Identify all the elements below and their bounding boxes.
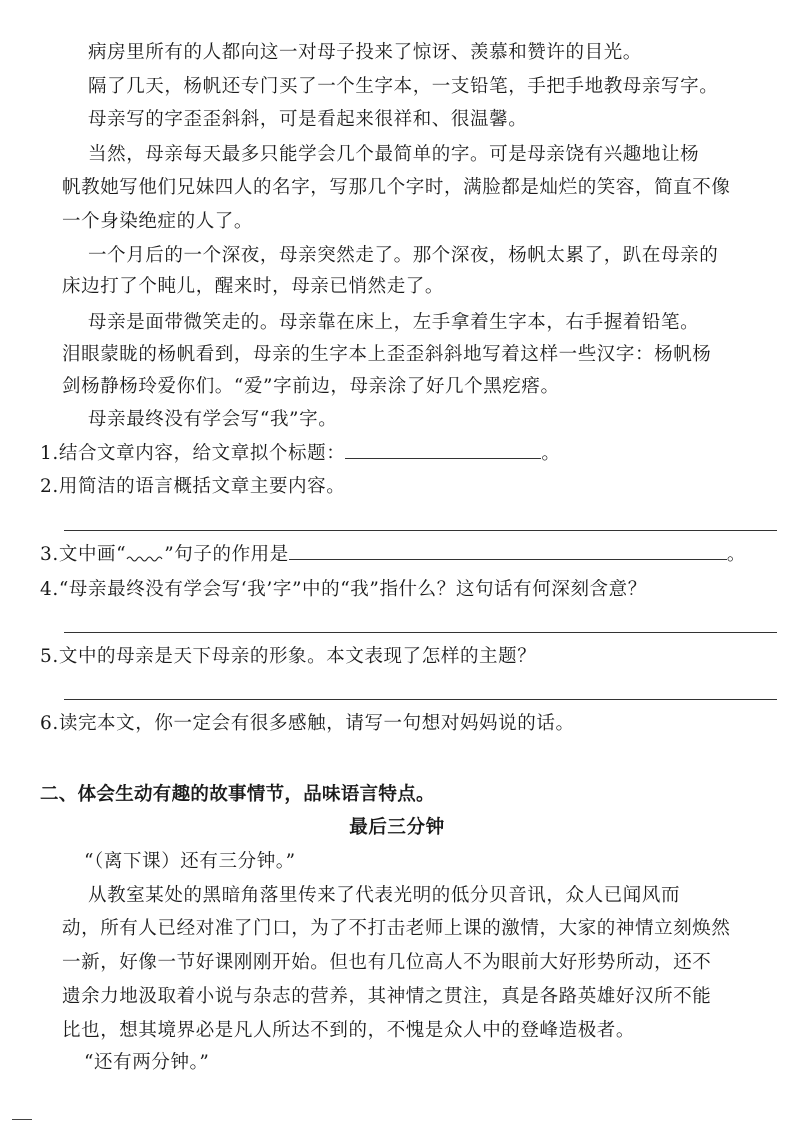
- title-answer-blank[interactable]: [345, 438, 541, 459]
- question-6: 6.读完本文，你一定会有很多感触，请写一句想对妈妈说的话。: [40, 713, 575, 734]
- question-3: [0, 538, 794, 572]
- question-5: 5.文中的母亲是天下母亲的形象。本文表现了怎样的主题？: [40, 646, 537, 667]
- function-answer-blank[interactable]: [289, 539, 727, 560]
- question-1-end: 。: [541, 443, 561, 464]
- story-line: 泪眼蒙眬的杨帆看到，母亲的生字本上歪歪斜斜地写着这样一些汉字：杨帆杨: [62, 344, 712, 365]
- question-2: 2.用简洁的语言概括文章主要内容。: [40, 476, 346, 497]
- story-line: 床边打了个盹儿，醒来时，母亲已悄然走了。: [62, 276, 445, 297]
- story-line: 帆教她写他们兄妹四人的名字，写那几个字时，满脸都是灿烂的笑容，简直不像: [62, 177, 731, 198]
- wavy-underline-icon: [126, 550, 164, 564]
- question-3-text-b: ”句子的作用是: [164, 544, 289, 565]
- question-4: 4.“母亲最终没有学会写‘我’字”中的“我”指什么？这句话有何深刻含意？: [40, 579, 647, 600]
- story-line: 一新，好像一节好课刚刚开始。但也有几位高人不为眼前大好形势所动，还不: [62, 952, 712, 973]
- story-line: 一个身染绝症的人了。: [62, 211, 254, 232]
- question-1-text: 1.结合文章内容，给文章拟个标题：: [40, 443, 346, 464]
- story-line: 母亲是面带微笑走的。母亲靠在床上，左手拿着生字本，右手握着铅笔。: [88, 312, 700, 333]
- story-line: 母亲写的字歪歪斜斜，可是看起来很祥和、很温馨。: [88, 109, 528, 130]
- story-line: “（离下课）还有三分钟。”: [84, 851, 296, 872]
- story-title: 最后三分钟: [349, 817, 445, 838]
- question-1: [0, 437, 794, 471]
- answer-line-q5[interactable]: [64, 699, 777, 700]
- story-line: 遗余力地汲取着小说与杂志的营养，其神情之贯注，真是各路英雄好汉所不能: [62, 986, 712, 1007]
- question-3-text-a: 3.文中画“: [40, 544, 127, 565]
- answer-line-q4[interactable]: [64, 632, 777, 633]
- question-3-end: 。: [726, 544, 746, 565]
- page-corner-mark: [12, 1119, 32, 1120]
- story-line: 病房里所有的人都向这一对母子投来了惊讶、羡慕和赞许的目光。: [88, 42, 642, 63]
- story-line: 当然，母亲每天最多只能学会几个最简单的字。可是母亲饶有兴趣地让杨: [88, 144, 700, 165]
- story-line: 隔了几天，杨帆还专门买了一个生字本，一支铅笔，手把手地教母亲写字。: [88, 76, 719, 97]
- story-line: “还有两分钟。”: [84, 1052, 210, 1073]
- story-line: 剑杨静杨玲爱你们。“爱”字前边，母亲涂了好几个黑疙瘩。: [62, 376, 560, 397]
- story-line: 一个月后的一个深夜，母亲突然走了。那个深夜，杨帆太累了，趴在母亲的: [88, 245, 719, 266]
- section-heading: 二、体会生动有趣的故事情节，品味语言特点。: [40, 784, 435, 805]
- story-line: 从教室某处的黑暗角落里传来了代表光明的低分贝音讯，众人已闻风而: [88, 885, 681, 906]
- story-line: 比也，想其境界必是凡人所达不到的，不愧是众人中的登峰造极者。: [62, 1020, 636, 1041]
- story-line: 母亲最终没有学会写“我”字。: [88, 409, 338, 430]
- story-line: 动，所有人已经对准了门口，为了不打击老师上课的激情，大家的神情立刻焕然: [62, 918, 731, 939]
- answer-line-q2[interactable]: [64, 530, 777, 531]
